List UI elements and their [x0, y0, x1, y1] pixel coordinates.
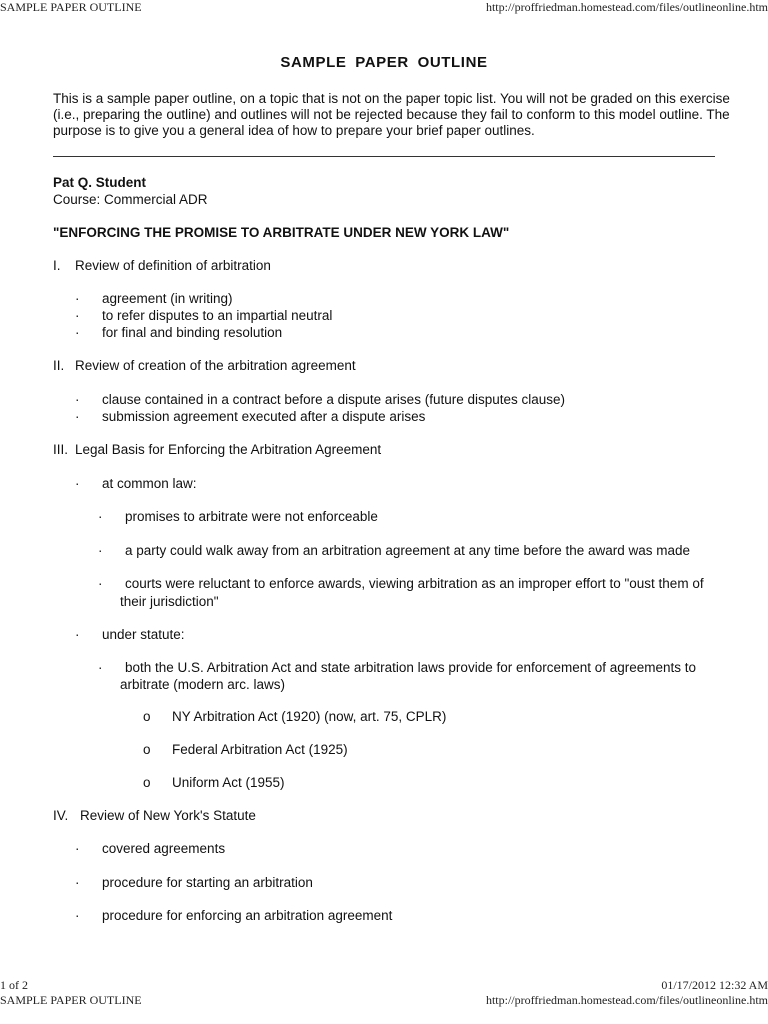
list-item: procedure for enforcing an arbitration agreement: [102, 908, 393, 923]
section-numeral: II.: [53, 358, 65, 373]
section-heading: Review of creation of the arbitration agreement: [75, 358, 356, 373]
bullet-glyph: ·: [75, 627, 80, 642]
bullet-glyph: ·: [75, 409, 80, 424]
section-heading: Review of definition of arbitration: [75, 258, 271, 273]
section-heading: Legal Basis for Enforcing the Arbitration Agreement: [75, 442, 382, 457]
list-item: a party could walk away from an arbitration agreement at any time before the award was made: [125, 543, 691, 558]
list-item: Federal Arbitration Act (1925): [172, 742, 348, 757]
print-header-url: http://proffriedman.homestead.com/files/outlineonline.htm: [485, 0, 768, 14]
bullet-glyph: ·: [75, 291, 80, 306]
intro-paragraph: This is a sample paper outline, on a topic that is not on the paper topic list. You will not be graded on this exercise (i.e., preparing the outline) and outlines will not be rejected because they fail to conform to this model outline. The purpose is to give you a general idea of how to prepare your brief paper outlines.: [53, 91, 730, 138]
list-item: both the U.S. Arbitration Act and state arbitration laws provide for enforcement of agreements to: [125, 660, 697, 675]
bullet-glyph: ·: [75, 392, 80, 407]
bullet-glyph: ·: [98, 543, 103, 558]
section-numeral: III.: [53, 442, 69, 457]
page-title: SAMPLE PAPER OUTLINE: [280, 54, 488, 71]
divider: [53, 156, 715, 157]
bullet-glyph: ·: [75, 308, 80, 323]
course-label: Course: Commercial ADR: [53, 192, 208, 207]
bullet-glyph: ·: [75, 875, 80, 890]
list-item: NY Arbitration Act (1920) (now, art. 75, CPLR): [172, 709, 447, 724]
bullet-glyph: ·: [75, 325, 80, 340]
list-item: for final and binding resolution: [102, 325, 283, 340]
list-item: covered agreements: [102, 841, 226, 856]
list-item: under statute:: [102, 627, 185, 642]
circle-bullet-glyph: o: [143, 742, 151, 757]
list-item-continuation: their jurisdiction": [120, 594, 219, 609]
circle-bullet-glyph: o: [143, 709, 151, 724]
list-item: submission agreement executed after a dispute arises: [102, 409, 426, 424]
paper-title: "ENFORCING THE PROMISE TO ARBITRATE UNDER NEW YORK LAW": [53, 225, 510, 240]
print-header-title: SAMPLE PAPER OUTLINE: [0, 993, 142, 1007]
bullet-glyph: ·: [75, 841, 80, 856]
list-item: procedure for starting an arbitration: [102, 875, 313, 890]
circle-bullet-glyph: o: [143, 775, 151, 790]
list-item: agreement (in writing): [102, 291, 233, 306]
bullet-glyph: ·: [98, 509, 103, 524]
section-numeral: I.: [53, 258, 61, 273]
bullet-glyph: ·: [75, 908, 80, 923]
print-footer-timestamp: 01/17/2012 12:32 AM: [661, 978, 768, 992]
list-item: courts were reluctant to enforce awards, viewing arbitration as an improper effort to "oust them of: [125, 576, 704, 591]
list-item: at common law:: [102, 476, 197, 491]
section-numeral: IV.: [53, 808, 69, 823]
list-item: to refer disputes to an impartial neutral: [102, 308, 333, 323]
print-footer-page: 1 of 2: [0, 978, 28, 992]
list-item-continuation: arbitrate (modern arc. laws): [120, 677, 286, 692]
print-header-title: SAMPLE PAPER OUTLINE: [0, 0, 142, 14]
section-heading: Review of New York's Statute: [80, 808, 256, 823]
list-item: promises to arbitrate were not enforceable: [125, 509, 378, 524]
bullet-glyph: ·: [75, 476, 80, 491]
print-header-url: http://proffriedman.homestead.com/files/outlineonline.htm: [485, 993, 768, 1007]
bullet-glyph: ·: [98, 660, 103, 675]
list-item: Uniform Act (1955): [172, 775, 285, 790]
student-name: Pat Q. Student: [53, 175, 147, 190]
bullet-glyph: ·: [98, 576, 103, 591]
list-item: clause contained in a contract before a dispute arises (future disputes clause): [102, 392, 566, 407]
